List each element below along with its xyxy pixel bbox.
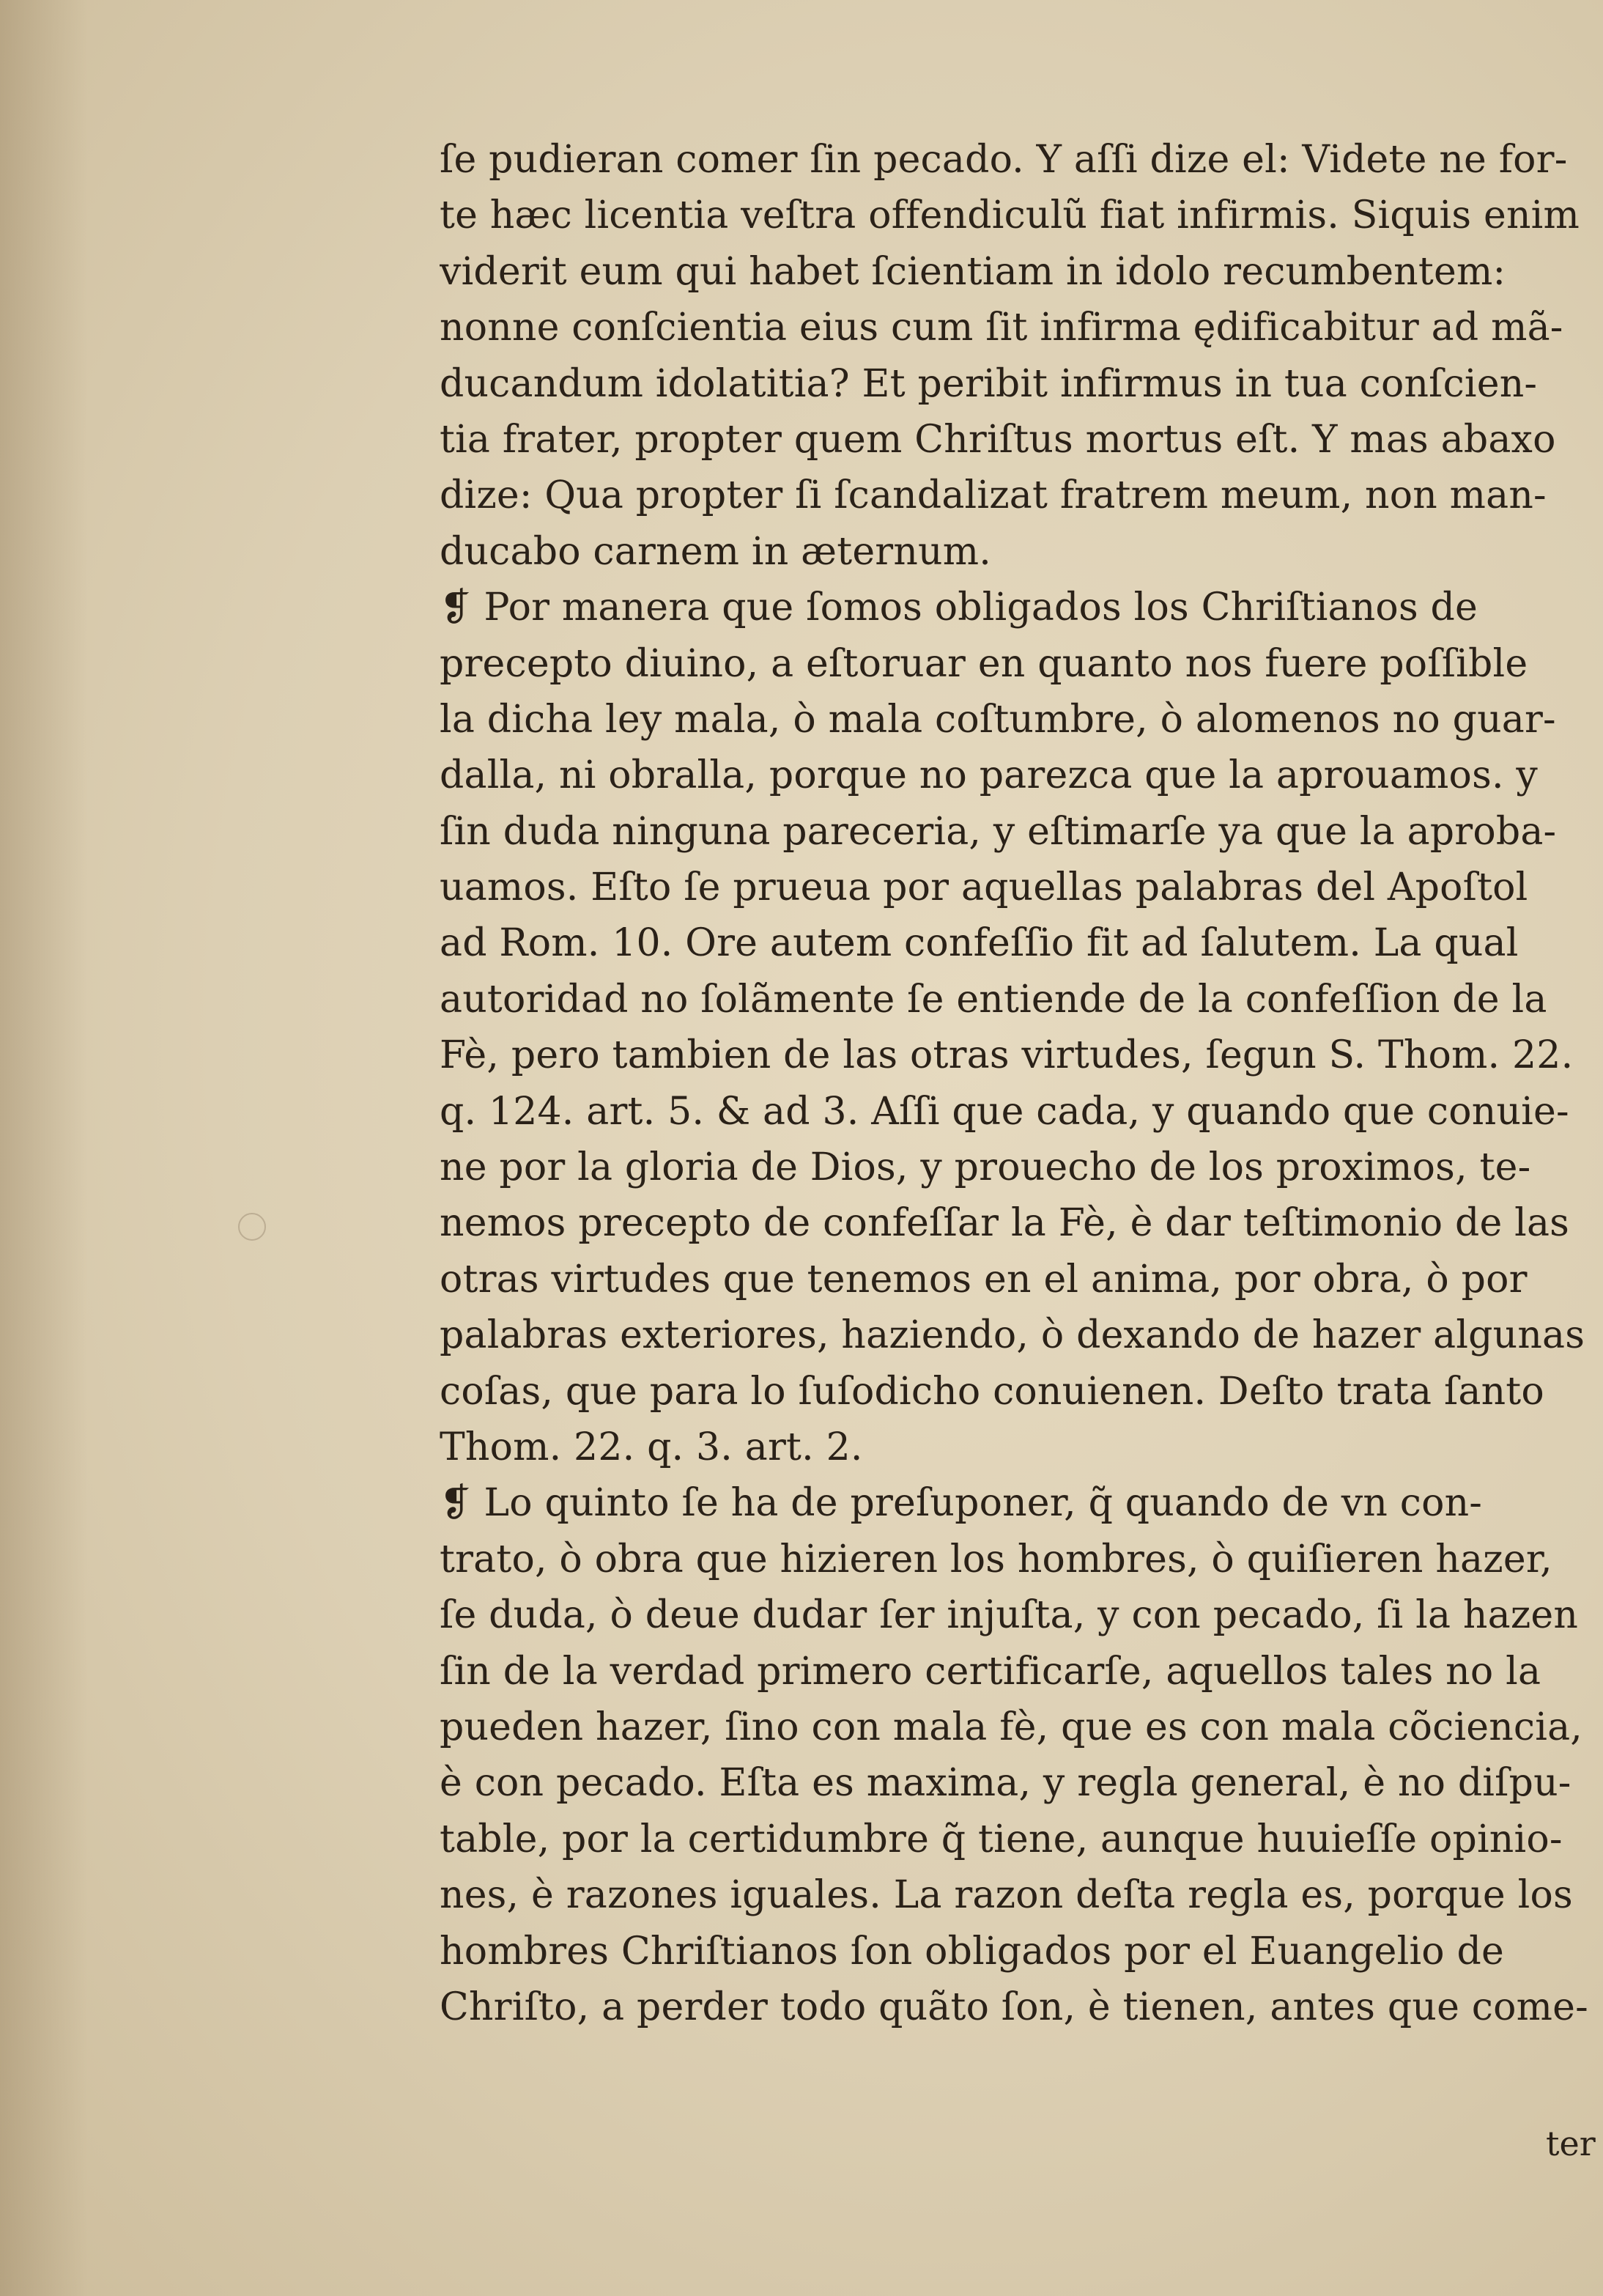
text-line: precepto diuino, a eſtoruar en quanto nos fuere poſſible — [440, 641, 1528, 686]
text-line: dalla, ni obralla, porque no parezca que la aprouamos. y — [440, 753, 1538, 798]
gutter-shadow — [0, 0, 88, 2296]
text-line: la dicha ley mala, ò mala coſtumbre, ò alomenos no guar- — [440, 697, 1556, 742]
text-line: Chriſto, a perder todo quãto ſon, è tienen, antes que come- — [440, 1985, 1588, 2029]
paragraph-start-line: ❡ Por manera que ſomos obligados los Chriſtianos de — [440, 586, 1478, 630]
text-line: dize: Qua propter ſi ſcandalizat fratrem meum, non man- — [440, 473, 1547, 518]
text-line: autoridad no ſolãmente ſe entiende de la confeſſion de la — [440, 977, 1547, 1022]
text-line: è con pecado. Eſta es maxima, y regla general, è no diſpu- — [440, 1761, 1571, 1806]
text-line: ducabo carnem in æternum. — [440, 529, 991, 574]
text-line: nes, è razones iguales. La razon deſta regla es, porque los — [440, 1873, 1573, 1918]
text-line: ſin duda ninguna pareceria, y eſtimarſe ya que la aproba- — [440, 809, 1557, 854]
paragraph-start-line: ❡ Lo quinto ſe ha de preſuponer, q̃ quando de vn con- — [440, 1481, 1483, 1526]
text-line: ſe pudieran comer ſin pecado. Y aſſi dize el: Videte ne for- — [440, 138, 1568, 182]
text-line: nemos precepto de confeſſar la Fè, è dar teſtimonio de las — [440, 1201, 1570, 1246]
text-block — [440, 132, 1601, 2035]
text-line: table, por la certidumbre q̃ tiene, aunque huuieſſe opinio- — [440, 1817, 1563, 1861]
text-line: q. 124. art. 5. & ad 3. Aſſi que cada, y quando que conuie- — [440, 1089, 1569, 1134]
text-line: pueden hazer, ſino con mala fè, que es con mala cõciencia, — [440, 1705, 1583, 1749]
stain-mark — [238, 1213, 266, 1241]
text-line: Thom. 22. q. 3. art. 2. — [440, 1425, 863, 1469]
text-line: nonne conſcientia eius cum ſit infirma ędificabitur ad mã- — [440, 306, 1563, 350]
text-line: coſas, que para lo ſuſodicho conuienen. Deſto trata ſanto — [440, 1369, 1544, 1414]
text-line: Fè, pero tambien de las otras virtudes, ſegun S. Thom. 22. — [440, 1033, 1574, 1078]
text-line: ne por la gloria de Dios, y prouecho de los proximos, te- — [440, 1145, 1531, 1190]
text-line: ſin de la verdad primero certificarſe, aquellos tales no la — [440, 1649, 1541, 1694]
text-line: tia frater, propter quem Chriſtus mortus eſt. Y mas abaxo — [440, 417, 1556, 462]
text-line: ſe duda, ò deue dudar ſer injuſta, y con pecado, ſi la hazen — [440, 1593, 1579, 1638]
catchword: ter — [1546, 2124, 1596, 2163]
text-line: ducandum idolatitia? Et peribit infirmus in tua conſcien- — [440, 361, 1538, 406]
text-line: hombres Chriſtianos ſon obligados por el Euangelio de — [440, 1929, 1504, 1974]
text-line: palabras exteriores, haziendo, ò dexando de hazer algunas — [440, 1313, 1585, 1358]
text-line: ad Rom. 10. Ore autem confeſſio fit ad ſalutem. La qual — [440, 921, 1519, 966]
text-line: viderit eum qui habet ſcientiam in idolo recumbentem: — [440, 249, 1506, 294]
text-line: trato, ò obra que hizieren los hombres, ò quiſieren hazer, — [440, 1537, 1552, 1581]
text-line: uamos. Eſto ſe prueua por aquellas palabras del Apoſtol — [440, 865, 1528, 910]
text-line: otras virtudes que tenemos en el anima, por obra, ò por — [440, 1257, 1528, 1302]
text-line: te hæc licentia veſtra offendiculũ fiat infirmis. Siquis enim — [440, 193, 1580, 238]
